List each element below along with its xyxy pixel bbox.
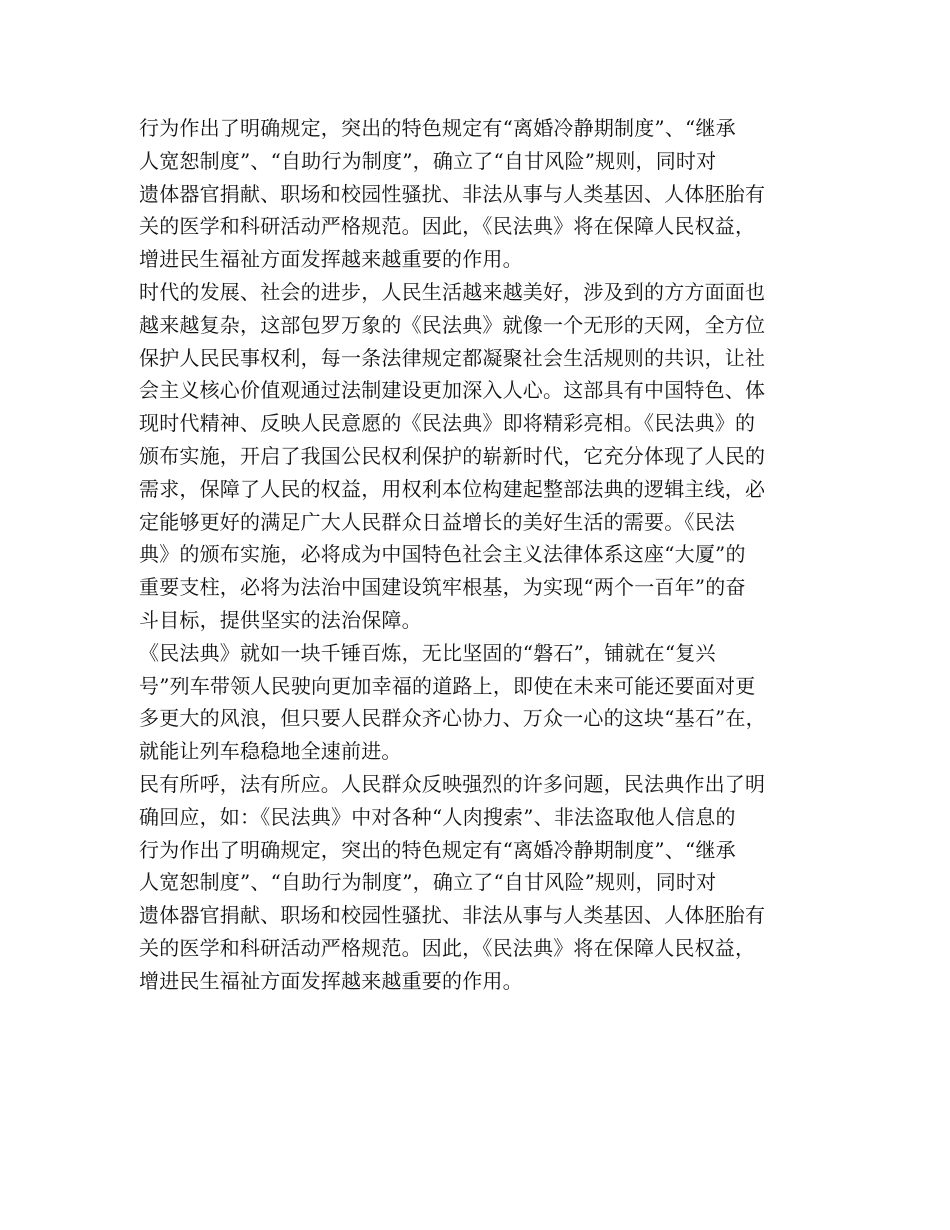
document-body	[139, 112, 819, 998]
text-line: 会主义核心价值观通过法制建设更加深入人心。这部具有中国特色、体	[139, 378, 766, 403]
text-line: 多更大的风浪，但只要人民群众齐心协力、万众一心的这块“基石”在，	[139, 706, 766, 731]
text-line: 遗体器官捐献、职场和校园性骚扰、非法从事与人类基因、人体胚胎有	[139, 181, 766, 206]
text-line: 越来越复杂，这部包罗万象的《民法典》就像一个无形的天网，全方位	[139, 312, 766, 337]
text-line: 行为作出了明确规定，突出的特色规定有“离婚冷静期制度”、“继承	[139, 837, 736, 862]
text-line: 斗目标，提供坚实的法治保障。	[139, 607, 422, 632]
paragraph-2	[139, 276, 819, 637]
text-line: 《民法典》就如一块千锤百炼，无比坚固的“磐石”，铺就在“复兴	[139, 640, 716, 665]
text-line: 关的医学和科研活动严格规范。因此，《民法典》将在保障人民权益，	[139, 935, 756, 960]
text-line: 增进民生福祉方面发挥越来越重要的作用。	[139, 247, 523, 272]
text-line: 就能让列车稳稳地全速前进。	[139, 739, 402, 764]
text-line: 民有所呼，法有所应。人民群众反映强烈的许多问题，民法典作出了明	[139, 771, 766, 796]
text-line: 时代的发展、社会的进步，人民生活越来越美好，涉及到的方方面面也	[139, 279, 766, 304]
text-line: 保护人民民事权利，每一条法律规定都凝聚社会生活规则的共识，让社	[139, 345, 766, 370]
paragraph-1	[139, 112, 819, 276]
text-line: 重要支柱，必将为法治中国建设筑牢根基，为实现“两个一百年”的奋	[139, 575, 746, 600]
text-line: 确回应，如：《民法典》中对各种“人肉搜索”、非法盗取他人信息的	[139, 804, 736, 829]
text-line: 颁布实施，开启了我国公民权利保护的崭新时代，它充分体现了人民的	[139, 443, 766, 468]
text-line: 现时代精神、反映人民意愿的《民法典》即将精彩亮相。《民法典》的	[139, 411, 756, 436]
text-line: 需求，保障了人民的权益，用权利本位构建起整部法典的逻辑主线，必	[139, 476, 766, 501]
text-line: 增进民生福祉方面发挥越来越重要的作用。	[139, 968, 523, 993]
text-line: 关的医学和科研活动严格规范。因此，《民法典》将在保障人民权益，	[139, 214, 756, 239]
text-line: 定能够更好的满足广大人民群众日益增长的美好生活的需要。《民法	[139, 509, 735, 534]
text-line: 号”列车带领人民驶向更加幸福的道路上，即使在未来可能还要面对更	[139, 673, 756, 698]
text-line: 典》的颁布实施，必将成为中国特色社会主义法律体系这座“大厦”的	[139, 542, 746, 567]
text-line: 行为作出了明确规定，突出的特色规定有“离婚冷静期制度”、“继承	[139, 116, 736, 140]
paragraph-4	[139, 768, 819, 998]
text-line: 人宽恕制度”、“自助行为制度”，确立了“自甘风险”规则，同时对	[139, 870, 717, 895]
paragraph-3	[139, 637, 819, 768]
text-line: 人宽恕制度”、“自助行为制度”，确立了“自甘风险”规则，同时对	[139, 148, 717, 173]
text-line: 遗体器官捐献、职场和校园性骚扰、非法从事与人类基因、人体胚胎有	[139, 903, 766, 928]
